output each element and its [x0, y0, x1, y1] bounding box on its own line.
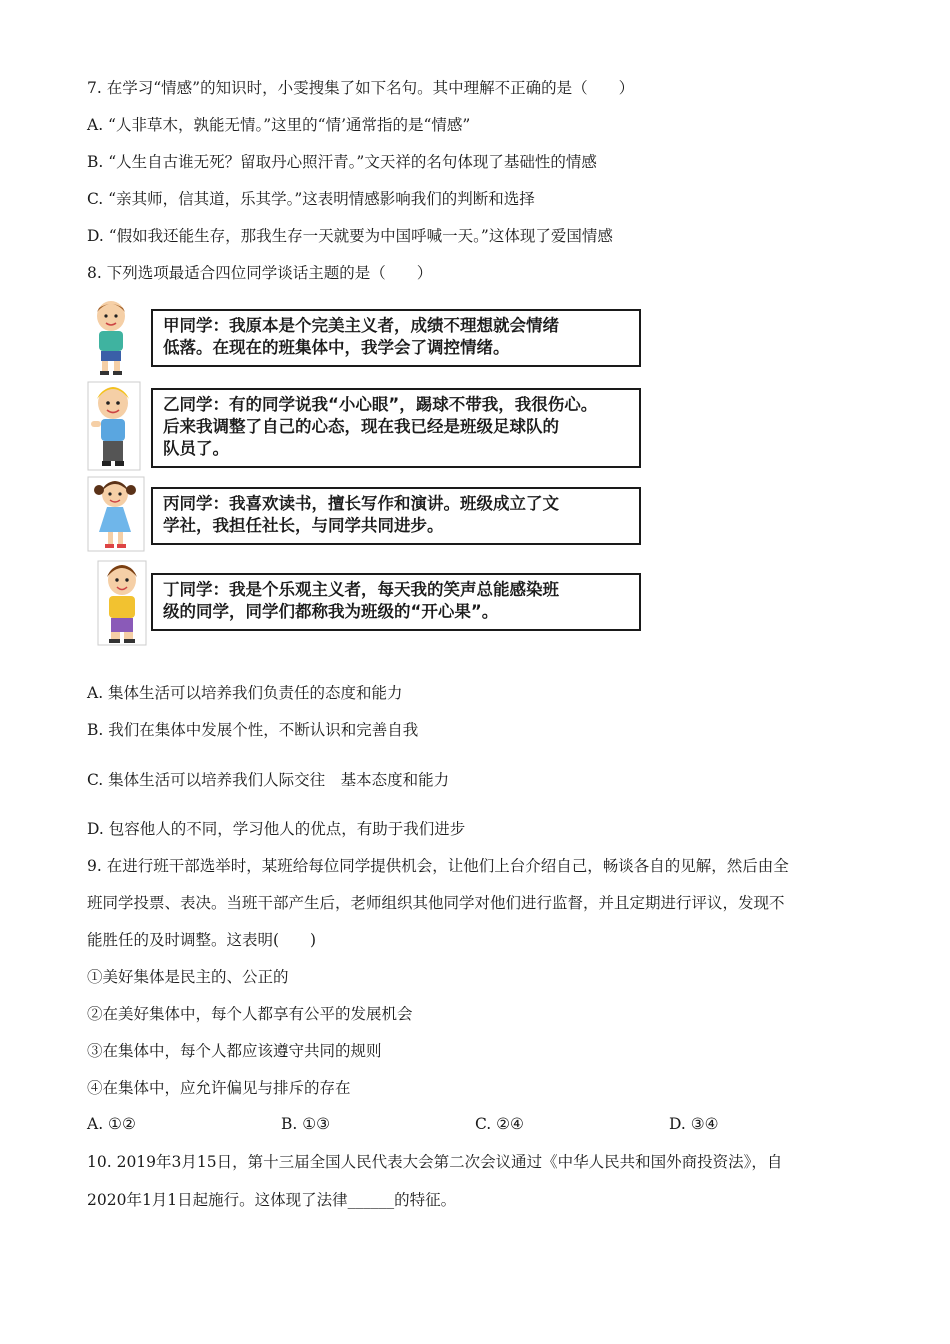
q9-statement-4: ④在集体中，应允许偏见与排斥的存在	[87, 1079, 351, 1097]
q9-option-b: B. ①③	[281, 1115, 331, 1133]
boy-blonde-icon	[87, 381, 147, 471]
q8-option-b: B. 我们在集体中发展个性，不断认识和完善自我	[87, 721, 419, 739]
q7-stem: 7. 在学习“情感”的知识时，小雯搜集了如下名句。其中理解不正确的是（ ）	[87, 79, 635, 97]
q7-option-a: A. “人非草木，孰能无情。”这里的“情’通常指的是“情感”	[87, 116, 471, 134]
q8-stem: 8. 下列选项最适合四位同学谈话主题的是（ ）	[87, 264, 433, 282]
q9-option-d: D. ③④	[669, 1115, 719, 1133]
q8-option-c: C. 集体生活可以培养我们人际交往 基本态度和能力	[87, 771, 450, 789]
q8-option-d: D. 包容他人的不同，学习他人的优点，有助于我们进步	[87, 820, 466, 838]
q7-option-c: C. “亲其师，信其道，乐其学。”这表明情感影响我们的判断和选择	[87, 190, 535, 208]
q9-statement-1: ①美好集体是民主的、公正的	[87, 968, 289, 986]
speech-bubble-bing: 丙同学：我喜欢读书，擅长写作和演讲。班级成立了文 学社，我担任社长，与同学共同进步。	[151, 487, 641, 545]
q9-option-a: A. ①②	[87, 1115, 136, 1133]
q9-statement-2: ②在美好集体中，每个人都享有公平的发展机会	[87, 1005, 413, 1023]
speech-bubble-yi: 乙同学：有的同学说我“小心眼”，踢球不带我，我很伤心。 后来我调整了自己的心态，现在我已经是班级足球队的 队员了。	[151, 388, 641, 468]
q9-statement-3: ③在集体中，每个人都应该遵守共同的规则	[87, 1042, 382, 1060]
speech-bubble-ding: 丁同学：我是个乐观主义者，每天我的笑声总能感染班 级的同学，同学们都称我为班级的“开心果”。	[151, 573, 641, 631]
q8-option-a: A. 集体生活可以培养我们负责任的态度和能力	[87, 684, 403, 702]
q7-option-b: B. “人生自古谁无死？留取丹心照汗青。”文天祥的名句体现了基础性的情感	[87, 153, 597, 171]
q9-stem-line-3: 能胜任的及时调整。这表明( )	[87, 931, 317, 949]
boy-yellow-jacket-icon	[97, 560, 157, 646]
girl-blue-dress-icon	[87, 476, 147, 552]
q10-stem-line-1: 10. 2019年3月15日，第十三届全国人民代表大会第二次会议通过《中华人民共和国外商投资法》，自	[87, 1153, 783, 1171]
q9-stem-line-1: 9. 在进行班干部选举时，某班给每位同学提供机会，让他们上台介绍自己，畅谈各自的见解，然后由全	[87, 857, 789, 875]
q9-stem-line-2: 班同学投票、表决。当班干部产生后，老师组织其他同学对他们进行监督，并且定期进行评议，发现不	[87, 894, 785, 912]
q9-option-c: C. ②④	[475, 1115, 524, 1133]
boy-green-shirt-icon	[87, 296, 147, 376]
q7-option-d: D. “假如我还能生存，那我生存一天就要为中国呼喊一天。”这体现了爱国情感	[87, 227, 613, 245]
speech-bubble-jia: 甲同学：我原本是个完美主义者，成绩不理想就会情绪 低落。在现在的班集体中，我学会了调控情绪。	[151, 309, 641, 367]
q10-stem-line-2: 2020年1月1日起施行。这体现了法律______的特征。	[87, 1191, 457, 1209]
